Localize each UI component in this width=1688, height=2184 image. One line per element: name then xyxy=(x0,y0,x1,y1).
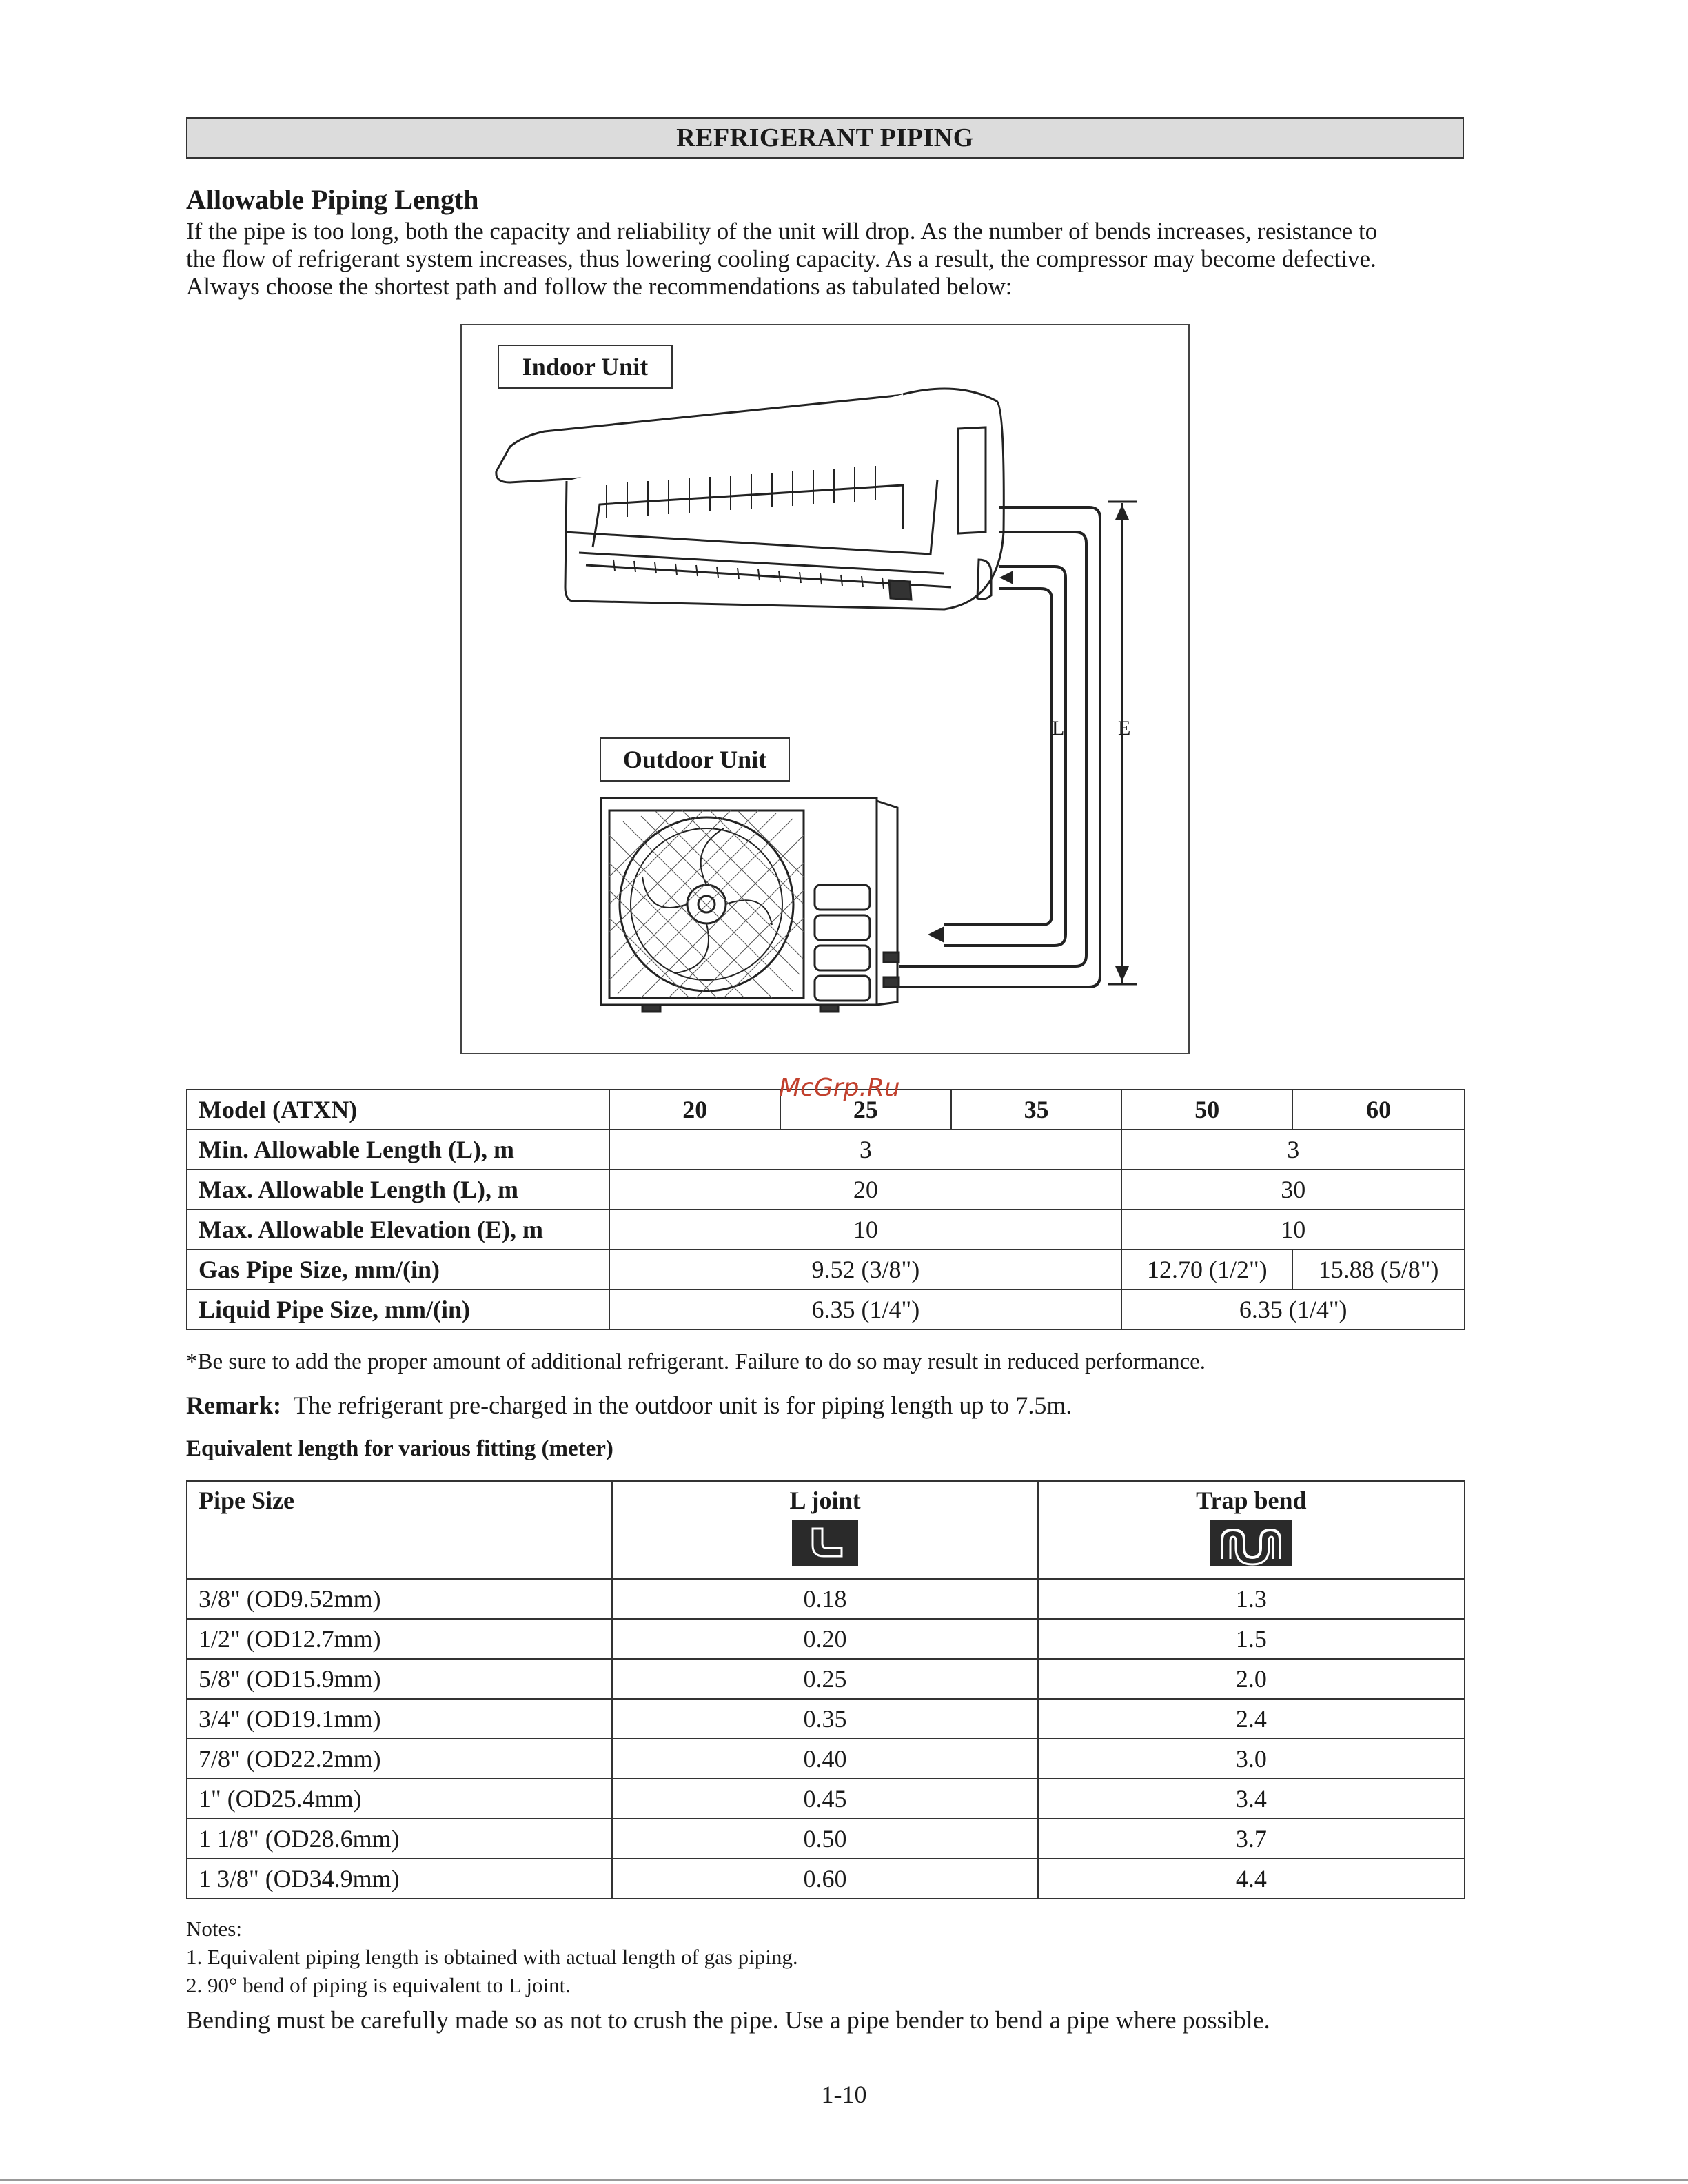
bending-instruction: Bending must be carefully made so as not to crush the pipe. Use a pipe bender to bend a pipe where possible. xyxy=(186,2006,1270,2034)
table-row xyxy=(187,1481,1465,1579)
trap-bend-icon xyxy=(1210,1520,1292,1566)
table-cell: 2.4 xyxy=(1038,1699,1465,1739)
table-cell: 5/8" (OD15.9mm) xyxy=(187,1659,612,1699)
page-number: 1-10 xyxy=(821,2081,867,2108)
note-item: 2. 90° bend of piping is equivalent to L joint. xyxy=(186,1973,571,1997)
row-label: Gas Pipe Size, mm/(in) xyxy=(187,1249,609,1289)
page-bottom-border xyxy=(0,2179,1688,2181)
model-cell: 25 xyxy=(780,1090,951,1130)
diagram-drawing xyxy=(462,325,1188,1053)
table-cell: 0.45 xyxy=(612,1779,1037,1819)
note-item: 1. Equivalent piping length is obtained with actual length of gas piping. xyxy=(186,1945,798,1969)
table-cell: 20 xyxy=(609,1170,1121,1210)
table-row xyxy=(187,1739,1465,1779)
piping-diagram xyxy=(460,324,1190,1054)
intro-paragraph xyxy=(186,218,1467,300)
equiv-heading: Equivalent length for various fitting (meter) xyxy=(186,1436,613,1461)
table-cell: 3 xyxy=(609,1130,1121,1170)
table-row xyxy=(187,1210,1465,1249)
pipe-size-header: Pipe Size xyxy=(187,1481,612,1579)
fitting-table xyxy=(186,1480,1465,1899)
remark xyxy=(186,1391,1072,1420)
table-cell: 0.50 xyxy=(612,1819,1037,1859)
intro-line: Always choose the shortest path and follow the recommendations as tabulated below: xyxy=(186,273,1013,300)
model-cell: 50 xyxy=(1121,1090,1292,1130)
table-cell: 10 xyxy=(1121,1210,1465,1249)
indoor-unit-label: Indoor Unit xyxy=(498,345,673,389)
table-cell: 3.4 xyxy=(1038,1779,1465,1819)
table-cell: 1" (OD25.4mm) xyxy=(187,1779,612,1819)
row-label: Liquid Pipe Size, mm/(in) xyxy=(187,1289,609,1329)
table-cell: 0.40 xyxy=(612,1739,1037,1779)
elevation-dimension-arrow xyxy=(1108,502,1137,984)
table-cell: 15.88 (5/8") xyxy=(1292,1249,1465,1289)
table-cell: 0.20 xyxy=(612,1619,1037,1659)
table-cell: 1/2" (OD12.7mm) xyxy=(187,1619,612,1659)
table-cell: 3/4" (OD19.1mm) xyxy=(187,1699,612,1739)
watermark: McGrp.Ru xyxy=(779,1074,900,1102)
trap-bend-label: Trap bend xyxy=(1196,1487,1307,1514)
table-cell: 30 xyxy=(1121,1170,1465,1210)
table-cell: 1 1/8" (OD28.6mm) xyxy=(187,1819,612,1859)
model-cell: 35 xyxy=(951,1090,1122,1130)
table-cell: 3.7 xyxy=(1038,1819,1465,1859)
table-cell: 3 xyxy=(1121,1130,1465,1170)
remark-text: The refrigerant pre-charged in the outdoor unit is for piping length up to 7.5m. xyxy=(293,1391,1072,1419)
table-row xyxy=(187,1699,1465,1739)
outdoor-unit-label: Outdoor Unit xyxy=(600,737,790,782)
table-cell: 1.3 xyxy=(1038,1579,1465,1619)
table-cell: 2.0 xyxy=(1038,1659,1465,1699)
table-cell: 3.0 xyxy=(1038,1739,1465,1779)
table-row xyxy=(187,1659,1465,1699)
table-cell: 0.35 xyxy=(612,1699,1037,1739)
table-cell: 7/8" (OD22.2mm) xyxy=(187,1739,612,1779)
intro-line: the flow of refrigerant system increases, thus lowering cooling capacity. As a result, the compressor may become defective. xyxy=(186,245,1376,272)
row-label: Max. Allowable Elevation (E), m xyxy=(187,1210,609,1249)
table-row xyxy=(187,1779,1465,1819)
table-row xyxy=(187,1619,1465,1659)
trap-bend-header xyxy=(1038,1481,1465,1579)
outdoor-unit-icon xyxy=(601,798,899,1012)
notes-block xyxy=(186,1915,798,1999)
l-joint-icon xyxy=(792,1520,858,1566)
notes-title: Notes: xyxy=(186,1917,242,1941)
elevation-e-label: E xyxy=(1118,717,1131,739)
table-cell: 9.52 (3/8") xyxy=(609,1249,1121,1289)
table-row xyxy=(187,1249,1465,1289)
table-cell: 0.60 xyxy=(612,1859,1037,1899)
table-cell: 4.4 xyxy=(1038,1859,1465,1899)
l-joint-header xyxy=(612,1481,1037,1579)
table-cell: 10 xyxy=(609,1210,1121,1249)
table-cell: 3/8" (OD9.52mm) xyxy=(187,1579,612,1619)
table-row xyxy=(187,1579,1465,1619)
table-row xyxy=(187,1170,1465,1210)
table-row xyxy=(187,1130,1465,1170)
l-joint-label: L joint xyxy=(789,1487,861,1514)
table-cell: 1 3/8" (OD34.9mm) xyxy=(187,1859,612,1899)
table-row xyxy=(187,1289,1465,1329)
row-label: Min. Allowable Length (L), m xyxy=(187,1130,609,1170)
spec-table xyxy=(186,1089,1465,1330)
table-row xyxy=(187,1859,1465,1899)
table-cell: 6.35 (1/4") xyxy=(1121,1289,1465,1329)
indoor-unit-icon xyxy=(496,389,1004,609)
table-cell: 0.18 xyxy=(612,1579,1037,1619)
table-row xyxy=(187,1819,1465,1859)
length-l-label: L xyxy=(1052,717,1065,739)
section-title: REFRIGERANT PIPING xyxy=(186,117,1464,159)
row-label: Max. Allowable Length (L), m xyxy=(187,1170,609,1210)
model-cell: 60 xyxy=(1292,1090,1465,1130)
heading-allowable-piping-length: Allowable Piping Length xyxy=(186,184,479,215)
table-cell: 0.25 xyxy=(612,1659,1037,1699)
model-header: Model (ATXN) xyxy=(187,1090,609,1130)
remark-label: Remark: xyxy=(186,1391,281,1419)
model-cell: 20 xyxy=(609,1090,780,1130)
footnote: *Be sure to add the proper amount of additional refrigerant. Failure to do so may result in reduced performance. xyxy=(186,1349,1206,1374)
table-cell: 6.35 (1/4") xyxy=(609,1289,1121,1329)
table-cell: 1.5 xyxy=(1038,1619,1465,1659)
table-cell: 12.70 (1/2") xyxy=(1121,1249,1292,1289)
intro-line: If the pipe is too long, both the capacity and reliability of the unit will drop. As the number of bends increases, resistance to xyxy=(186,218,1378,245)
